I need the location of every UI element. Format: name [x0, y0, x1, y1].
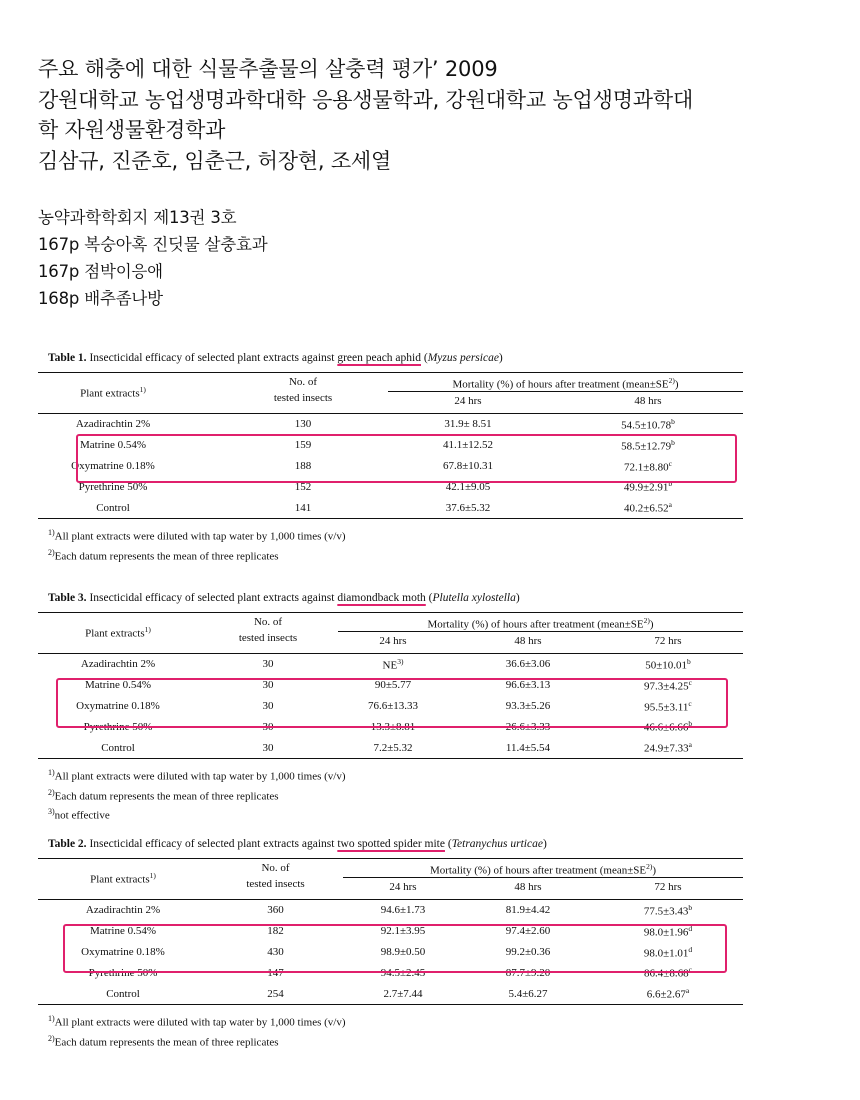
col-header-tested: tested insects [246, 878, 305, 890]
footnote [48, 545, 743, 565]
cell-tested-insects: 182 [267, 925, 284, 938]
header-line: 김삼규, 진준호, 임춘근, 허장현, 조세열 [38, 148, 392, 173]
cell-mortality [613, 986, 723, 1001]
cell-plant-extract: Matrine 0.54% [85, 679, 151, 692]
footnote-text: All plant extracts were diluted with tap water by 1,000 times (v/v) [54, 530, 346, 543]
col-header-plant-text: Plant extracts [80, 387, 140, 400]
cell-mortality-value: 93.3±5.26 [505, 699, 551, 712]
cell-mortality-value: 6.6±2.67 [646, 988, 686, 1001]
col-header-no: No. of [253, 616, 283, 628]
table-header [38, 373, 743, 413]
cell-plant-extract: Azadirachtin 2% [85, 904, 161, 917]
cell-mortality-value: 72.1±8.80 [624, 461, 669, 474]
col-header-mortality [388, 376, 743, 391]
cell-tested-insects: 188 [294, 459, 312, 472]
header-line: 학 자원생물환경학과 [38, 118, 226, 142]
cell-mortality-value: 77.5±3.43 [643, 905, 689, 918]
table-label: Table 1. [48, 352, 87, 364]
table-3-diamondback-moth [38, 590, 743, 824]
caption-text: Insecticidal efficacy of selected plant extracts against [89, 352, 338, 364]
cell-mortality-value: 94.5±2.45 [380, 966, 426, 979]
footnote-text: not effective [54, 809, 110, 822]
col-header-mortality-close: ) [674, 378, 679, 391]
footnote-mark: 2) [643, 616, 650, 625]
significance-letter: b [687, 657, 691, 667]
table-row [38, 737, 743, 758]
table-caption [48, 836, 743, 858]
cell-plant-extract: Control [101, 741, 135, 754]
caption-paren-open: ( [425, 592, 433, 604]
cell-mortality [338, 657, 448, 672]
header-rule [343, 877, 743, 878]
footnote-mark: 2) [646, 862, 653, 871]
cell-tested-insects: 30 [262, 720, 274, 733]
cell-mortality-value: 36.6±3.06 [505, 658, 551, 671]
cell-plant-extract: Matrine 0.54% [80, 439, 146, 452]
cell-mortality-value: 99.2±0.36 [505, 945, 551, 958]
table-2-spider-mite [38, 836, 743, 1050]
col-header-plant [38, 625, 198, 640]
footnote-mark: 1) [48, 527, 55, 537]
footnote-text: Each datum represents the mean of three replicates [54, 790, 279, 803]
footnote [48, 785, 743, 805]
col-header-no: No. of [288, 376, 318, 388]
table-footnotes [48, 1011, 743, 1050]
col-header-hours: 24 hrs [389, 881, 417, 893]
cell-mortality [413, 418, 523, 430]
caption-text: Insecticidal efficacy of selected plant extracts against [89, 838, 338, 850]
cell-mortality-value: 54.5±10.78 [621, 419, 672, 432]
table-row [38, 497, 743, 518]
footnote [48, 525, 743, 545]
col-header-mortality-close: ) [652, 864, 657, 877]
cell-mortality-value: 37.6±5.32 [445, 501, 491, 514]
cell-mortality-value: 96.6±3.13 [505, 679, 551, 692]
cell-tested-insects: 30 [262, 741, 274, 754]
cell-mortality-value: 94.6±1.73 [380, 904, 426, 917]
significance-letter: c [688, 698, 692, 708]
journal-reference [38, 204, 838, 312]
footnote-mark: 2) [48, 547, 55, 557]
cell-tested-insects: 159 [294, 439, 312, 452]
cell-mortality [593, 500, 703, 515]
cell-plant-extract: Matrine 0.54% [90, 925, 156, 938]
cell-mortality [593, 417, 703, 432]
table-header [38, 613, 743, 653]
caption-pest-name: diamondback moth [337, 592, 426, 604]
reference-line: 농약과학학회지 제13권 3호 [38, 208, 237, 227]
significance-letter: d [688, 923, 693, 933]
cell-mortality-value: 5.4±6.27 [508, 987, 548, 1000]
footnote-mark: 1) [149, 871, 156, 880]
cell-mortality-value: 97.4±2.60 [505, 925, 551, 938]
cell-mortality [473, 988, 583, 1000]
col-header-plant-text: Plant extracts [90, 873, 150, 886]
caption-paren-close: ) [542, 838, 547, 850]
significance-letter: b [671, 417, 675, 427]
cell-tested-insects: 430 [267, 945, 284, 958]
cell-plant-extract: Azadirachtin 2% [80, 658, 156, 671]
cell-plant-extract: Pyrethrine 50% [88, 966, 158, 979]
col-header-mortality-text: Mortality (%) of hours after treatment (mean±SE [452, 378, 669, 391]
cell-mortality-value: 90±5.77 [374, 679, 412, 692]
footnote [48, 765, 743, 785]
cell-mortality-value: 98.9±0.50 [380, 945, 426, 958]
caption-paren-close: ) [498, 352, 503, 364]
cell-mortality-value: 50±10.01 [645, 659, 688, 672]
footnote-text: All plant extracts were diluted with tap water by 1,000 times (v/v) [54, 770, 346, 783]
cell-plant-extract: Control [96, 501, 130, 514]
significance-letter: b [688, 719, 693, 729]
table-label: Table 2. [48, 838, 87, 850]
cell-tested-insects: 147 [267, 966, 284, 979]
col-header-tested: tested insects [238, 632, 298, 644]
col-header-no: No. of [261, 862, 290, 874]
cell-mortality [473, 658, 583, 670]
footnote-mark: 1) [48, 767, 55, 777]
table-row [38, 654, 743, 675]
cell-plant-extract: Oxymatrine 0.18% [76, 699, 160, 712]
table-1-green-peach-aphid [38, 350, 743, 564]
cell-mortality-value: 26.6±3.33 [505, 720, 551, 733]
caption-scientific-name: Plutella xylostella [432, 592, 516, 604]
header-rule [338, 631, 743, 632]
cell-mortality-value: 86.4±8.68 [644, 968, 689, 981]
cell-mortality-value: 2.7±7.44 [383, 987, 423, 1000]
cell-mortality-value: 87.7±9.20 [505, 966, 551, 979]
cell-mortality-value: 11.4±5.54 [505, 741, 551, 754]
significance-letter: b [688, 903, 693, 913]
cell-mortality [613, 903, 723, 918]
col-header-hours: 48 hrs [514, 881, 542, 893]
col-header-mortality-close: ) [649, 618, 654, 631]
cell-plant-extract: Oxymatrine 0.18% [71, 459, 155, 472]
footnote-mark: 2) [668, 376, 675, 385]
significance-letter: c [688, 965, 692, 975]
col-header-hours: 24 hrs [454, 395, 482, 407]
col-header-hours: 48 hrs [634, 395, 662, 407]
highlight-box [76, 434, 737, 483]
col-header-mortality [343, 862, 743, 877]
cell-mortality-value: 98.0±1.01 [643, 947, 689, 960]
cell-mortality-value: 31.9± 8.51 [444, 418, 492, 431]
significance-letter: c [668, 458, 672, 468]
cell-mortality-value: 41.1±12.52 [442, 439, 494, 452]
footnote-text: Each datum represents the mean of three replicates [54, 1036, 279, 1049]
cell-mortality-value: 24.9±7.33 [644, 742, 689, 755]
caption-scientific-name: Myzus persicae [427, 352, 499, 364]
footnote-mark: 1) [139, 385, 146, 394]
col-header-mortality-text: Mortality (%) of hours after treatment (mean±SE [427, 618, 644, 631]
cell-mortality [613, 740, 723, 755]
col-header-plant [38, 385, 188, 400]
cell-tested-insects: 30 [262, 699, 274, 712]
significance-letter: a [685, 986, 690, 996]
cell-tested-insects: 30 [262, 658, 274, 671]
cell-tested-insects: 254 [267, 987, 284, 1000]
table-label: Table 3. [48, 592, 87, 604]
table-caption [48, 350, 743, 372]
table-row [38, 983, 743, 1004]
footnote-text: All plant extracts were diluted with tap water by 1,000 times (v/v) [54, 1016, 346, 1029]
cell-plant-extract: Control [106, 987, 140, 1000]
cell-mortality-value: 76.6±13.33 [367, 699, 419, 712]
footnote-mark: 2) [48, 1033, 55, 1043]
cell-tested-insects: 30 [262, 679, 274, 692]
col-header-hours: 24 hrs [379, 635, 407, 647]
cell-mortality [613, 657, 723, 672]
significance-letter: b [671, 437, 675, 447]
cell-mortality-value: NE [382, 659, 398, 672]
cell-plant-extract: Azadirachtin 2% [75, 418, 151, 431]
reference-line: 167p 점박이응애 [38, 262, 163, 281]
col-header-hours: 48 hrs [514, 635, 542, 647]
header-line: 주요 해충에 대한 식물추출물의 살충력 평가’ 2009 [38, 57, 498, 81]
cell-mortality-value: 97.3±4.25 [644, 680, 689, 693]
cell-mortality-value: 92.1±3.95 [380, 925, 426, 938]
cell-mortality-value: 7.2±5.32 [373, 741, 413, 754]
col-header-tested: tested insects [273, 392, 333, 404]
footnote-mark: 2) [48, 787, 55, 797]
col-header-mortality-text: Mortality (%) of hours after treatment (mean±SE [429, 864, 647, 877]
col-header-plant [38, 871, 208, 886]
header-line: 강원대학교 농업생명과학대학 응용생물학과, 강원대학교 농업생명과학대 [38, 87, 694, 112]
cell-mortality [338, 742, 448, 754]
cell-mortality-value: 95.5±3.11 [644, 701, 689, 714]
table-row [38, 900, 743, 921]
col-header-hours: 72 hrs [654, 881, 682, 893]
cell-tested-insects: 360 [267, 904, 284, 917]
footnote [48, 1031, 743, 1051]
reference-line: 167p 복숭아혹 진딧물 살충효과 [38, 235, 268, 254]
reference-line: 168p 배추좀나방 [38, 289, 163, 308]
cell-plant-extract: Pyrethrine 50% [83, 720, 153, 733]
significance-letter: c [688, 677, 692, 687]
cell-mortality-value: 58.5±12.79 [621, 440, 672, 453]
caption-paren-open: ( [420, 352, 428, 364]
caption-pest-name: green peach aphid [337, 352, 421, 364]
header-rule [388, 391, 743, 392]
cell-tested-insects: 141 [294, 501, 312, 514]
significance-letter: d [688, 944, 693, 954]
cell-mortality [413, 502, 523, 514]
footnote-mark: 3) [48, 807, 55, 817]
cell-plant-extract: Pyrethrine 50% [78, 480, 148, 493]
highlight-box [63, 924, 727, 973]
col-header-plant-text: Plant extracts [85, 627, 145, 640]
footnote-text: Each datum represents the mean of three replicates [54, 550, 279, 563]
significance-letter: a [688, 740, 692, 750]
cell-mortality-value: 98.0±1.96 [643, 926, 689, 939]
significance-letter: b [668, 479, 673, 489]
highlight-box [56, 678, 728, 728]
col-header-mortality [338, 616, 743, 631]
table-caption [48, 590, 743, 612]
significance-letter: a [668, 500, 672, 510]
cell-mortality [473, 904, 583, 916]
cell-mortality-value: 67.8±10.31 [442, 459, 494, 472]
cell-mortality-value: 49.9±2.91 [623, 482, 669, 495]
footnote [48, 804, 743, 824]
cell-tested-insects: 130 [294, 418, 312, 431]
cell-mortality-value: 13.3±8.81 [370, 720, 416, 733]
table-row [38, 414, 743, 435]
cell-mortality [348, 988, 458, 1000]
table-footnotes [48, 765, 743, 824]
cell-mortality-value: 42.1±9.05 [445, 480, 491, 493]
cell-plant-extract: Oxymatrine 0.18% [81, 945, 165, 958]
cell-tested-insects: 152 [294, 480, 312, 493]
table-header [38, 859, 743, 899]
footnote-mark: 1) [48, 1013, 55, 1023]
cell-mortality-value: 81.9±4.42 [505, 904, 551, 917]
caption-paren-close: ) [515, 592, 520, 604]
cell-mortality [473, 742, 583, 754]
caption-pest-name: two spotted spider mite [337, 838, 445, 850]
footnote-mark: 1) [144, 625, 151, 634]
table-footnotes [48, 525, 743, 564]
cell-mortality-value: 40.2±6.52 [624, 502, 669, 515]
cell-mortality [348, 904, 458, 916]
document-header [38, 54, 838, 176]
footnote [48, 1011, 743, 1031]
caption-text: Insecticidal efficacy of selected plant extracts against [89, 592, 338, 604]
cell-mortality-value: 46.6±6.66 [643, 722, 689, 735]
significance-letter: 3) [397, 657, 404, 667]
caption-paren-open: ( [444, 838, 452, 850]
col-header-hours: 72 hrs [654, 635, 682, 647]
caption-scientific-name: Tetranychus urticae [451, 838, 543, 850]
